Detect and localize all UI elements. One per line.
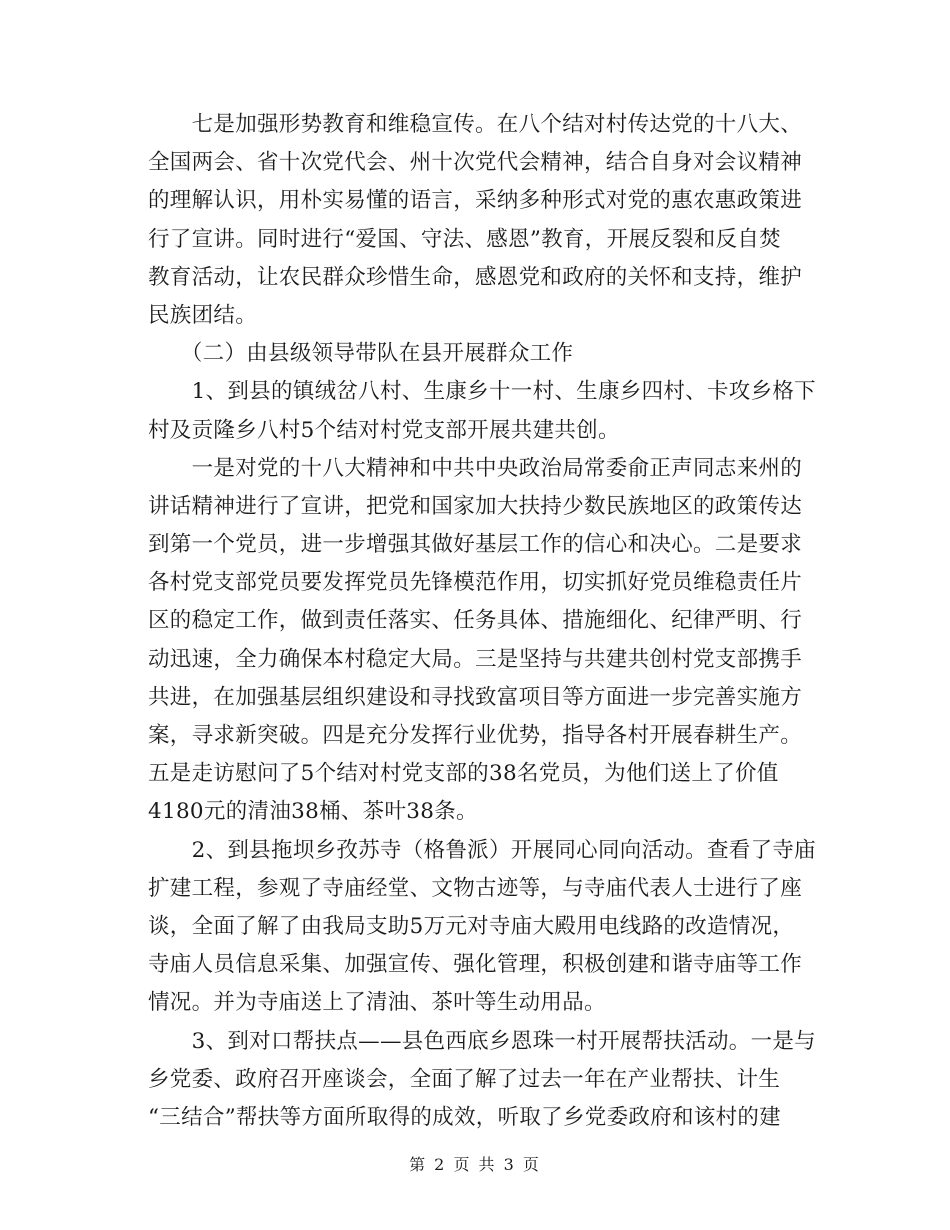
text-line: 1、到县的镇绒岔八村、生康乡十一村、生康乡四村、卡攻乡格下: [148, 379, 816, 405]
text-line: 扩建工程，参观了寺庙经堂、文物古迹等，与寺庙代表人士进行了座: [148, 875, 803, 901]
text-line: 民族团结。: [148, 302, 258, 328]
text-line: 教育活动，让农民群众珍惜生命，感恩党和政府的关怀和支持，维护: [148, 264, 803, 290]
text-line: 全国两会、省十次党代会、州十次党代会精神，结合自身对会议精神: [148, 150, 803, 176]
text-line: 3、到对口帮扶点——县色西底乡恩珠一村开展帮扶活动。一是与: [148, 1028, 816, 1054]
text-line: 谈，全面了解了由我局支助5万元对寺庙大殿用电线路的改造情况，: [148, 913, 795, 939]
document-body: [148, 106, 816, 1137]
text-line: 2、到县拖坝乡孜苏寺（格鲁派）开展同心同向活动。查看了寺庙: [148, 837, 816, 863]
text-line: 乡党委、政府召开座谈会，全面了解了过去一年在产业帮扶、计生: [148, 1066, 781, 1092]
text-line: 动迅速，全力确保本村稳定大局。三是坚持与共建共创村党支部携手: [148, 646, 803, 672]
text-line: “三结合”帮扶等方面所取得的成效，听取了乡党委政府和该村的建: [148, 1104, 781, 1130]
section-heading: （二）由县级领导带队在县开展群众工作: [148, 341, 574, 367]
text-line: 寺庙人员信息采集、加强宣传、强化管理，积极创建和谐寺庙等工作: [148, 952, 803, 978]
text-line: 五是走访慰问了5个结对村党支部的38名党员，为他们送上了价值: [148, 761, 779, 787]
text-line: 一是对党的十八大精神和中共中央政治局常委俞正声同志来州的: [148, 455, 803, 481]
text-line: 的理解认识，用朴实易懂的语言，采纳多种形式对党的惠农惠政策进: [148, 188, 803, 214]
text-line: 村及贡隆乡八村5个结对村党支部开展共建共创。: [148, 417, 620, 443]
text-line: 案，寻求新突破。四是充分发挥行业优势，指导各村开展春耕生产。: [148, 723, 803, 748]
text-line: 4180元的清油38桶、茶叶38条。: [148, 799, 478, 825]
text-line: 情况。并为寺庙送上了清油、茶叶等生动用品。: [148, 990, 606, 1016]
text-line: 行了宣讲。同时进行“爱国、守法、感恩”教育，开展反裂和反自焚: [148, 226, 781, 252]
text-line: 共进，在加强基层组织建设和寻找致富项目等方面进一步完善实施方: [148, 684, 803, 710]
text-line: 讲话精神进行了宣讲，把党和国家加大扶持少数民族地区的政策传达: [148, 493, 803, 519]
text-line: 七是加强形势教育和维稳宣传。在八个结对村传达党的十八大、: [148, 112, 803, 137]
text-line: 到第一个党员，进一步增强其做好基层工作的信心和决心。二是要求: [148, 532, 803, 558]
text-line: 区的稳定工作，做到责任落实、任务具体、措施细化、纪律严明、行: [148, 608, 803, 634]
text-line: 各村党支部党员要发挥党员先锋模范作用，切实抓好党员维稳责任片: [148, 570, 803, 596]
page-footer: 第 2 页 共 3 页: [409, 1155, 541, 1174]
